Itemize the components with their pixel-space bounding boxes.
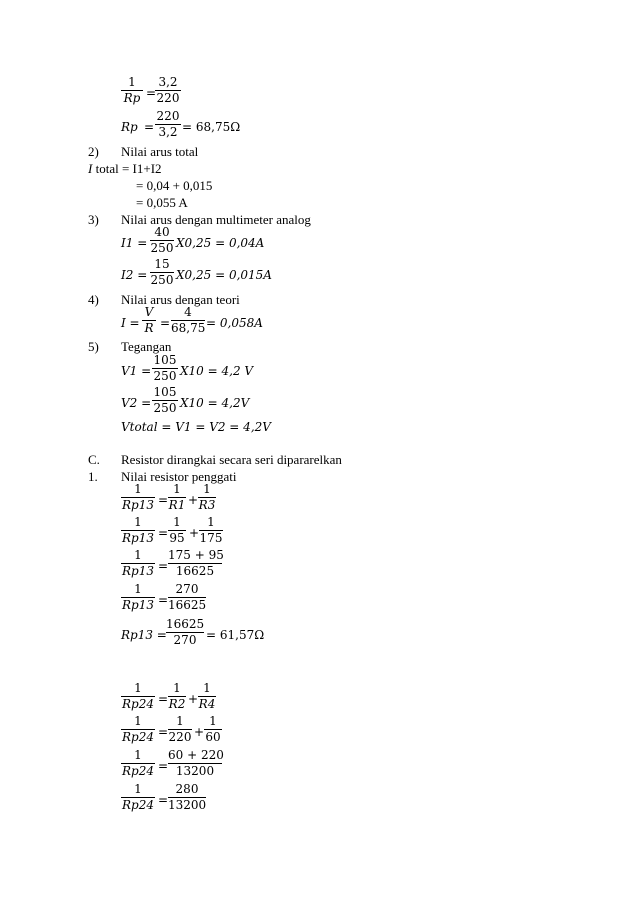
denominator: 250 — [153, 369, 177, 383]
numerator: 105 — [153, 385, 177, 399]
numerator: 1 — [128, 75, 136, 89]
fraction — [171, 305, 205, 336]
fraction — [204, 714, 222, 745]
section-heading: Resistor dirangkai secara seri dipararelkan — [121, 452, 342, 467]
equals-sign: = — [158, 725, 169, 739]
numerator: 1 — [134, 681, 142, 695]
equation-line: = 0,055 A — [136, 195, 188, 210]
denominator: 175 — [199, 531, 223, 545]
numerator: 4 — [184, 305, 192, 319]
numerator: 1 — [134, 482, 142, 496]
denominator: R4 — [198, 697, 216, 711]
section-number: C. — [88, 452, 100, 467]
equation-result: X0,25 = 0,04A — [176, 236, 265, 250]
plus-sign: + — [194, 725, 205, 739]
plus-sign: + — [189, 526, 200, 540]
fraction — [168, 714, 192, 745]
equation-lhs: V1 = — [121, 364, 152, 378]
equals-sign: = — [158, 793, 169, 807]
numerator: 15 — [154, 257, 170, 271]
list-heading: Nilai arus dengan multimeter analog — [121, 212, 311, 227]
fraction — [121, 681, 155, 712]
denominator: Rp13 — [122, 531, 154, 545]
denominator: Rp13 — [122, 498, 154, 512]
numerator: 1 — [173, 681, 181, 695]
denominator: 13200 — [175, 764, 215, 778]
denominator: 220 — [156, 91, 180, 105]
equation-lhs: I2 = — [121, 268, 148, 282]
fraction — [168, 582, 206, 613]
equation-lhs: V2 = — [121, 396, 152, 410]
plus-sign: + — [188, 692, 199, 706]
fraction — [155, 109, 181, 140]
fraction — [152, 385, 178, 416]
numerator: 1 — [203, 482, 211, 496]
equals-sign: = — [158, 593, 169, 607]
equals-sign: = — [146, 86, 157, 100]
denominator: 13200 — [168, 798, 207, 812]
denominator: 3,2 — [158, 125, 178, 139]
denominator: 270 — [173, 633, 197, 647]
numerator: 1 — [134, 748, 142, 762]
denominator: R1 — [168, 498, 186, 512]
fraction — [168, 548, 222, 579]
equals-sign: = — [158, 759, 169, 773]
numerator: 16625 — [166, 617, 205, 631]
numerator: 60 + 220 — [168, 748, 224, 762]
equation-lhs: Rp — [121, 120, 138, 134]
list-number: 4) — [88, 292, 99, 307]
equation-lhs: I1 = — [121, 236, 148, 250]
fraction — [168, 782, 206, 813]
equals-sign: = — [158, 526, 169, 540]
fraction — [150, 257, 174, 288]
equation-lhs: Rp13 = — [121, 628, 167, 642]
fraction — [121, 582, 155, 613]
equals-sign: = — [158, 559, 169, 573]
equation-line: = 0,04 + 0,015 — [136, 178, 213, 193]
numerator: 1 — [134, 782, 142, 796]
fraction — [121, 482, 155, 513]
list-number: 5) — [88, 339, 99, 354]
equation-result: X10 = 4,2V — [180, 396, 250, 410]
equals-sign: = — [158, 692, 169, 706]
numerator: 40 — [154, 225, 170, 239]
fraction — [150, 225, 174, 256]
numerator: 1 — [134, 548, 142, 562]
fraction — [121, 75, 143, 106]
fraction — [166, 617, 204, 648]
fraction — [121, 515, 155, 546]
fraction — [198, 482, 216, 513]
equation-line — [88, 161, 162, 177]
numerator: V — [144, 305, 154, 319]
numerator: 175 + 95 — [168, 548, 224, 562]
fraction — [121, 782, 155, 813]
fraction — [168, 681, 186, 712]
denominator: 250 — [153, 401, 177, 415]
denominator: R3 — [198, 498, 216, 512]
numerator: 1 — [134, 582, 142, 596]
plus-sign: + — [188, 493, 199, 507]
list-number: 2) — [88, 144, 99, 159]
fraction — [155, 75, 181, 106]
equation-result: X0,25 = 0,015A — [176, 268, 272, 282]
fraction — [168, 482, 186, 513]
list-number: 3) — [88, 212, 99, 227]
equals-sign: = — [160, 316, 171, 330]
denominator: Rp24 — [122, 798, 154, 812]
denominator: Rp24 — [122, 764, 154, 778]
denominator: 250 — [150, 241, 174, 255]
equation-lhs: I = — [121, 316, 140, 330]
list-heading: Tegangan — [121, 339, 172, 354]
fraction — [152, 353, 178, 384]
numerator: 3,2 — [158, 75, 178, 89]
fraction — [168, 515, 186, 546]
variable-i: I — [88, 161, 93, 176]
denominator: R — [144, 321, 154, 335]
denominator: R2 — [168, 697, 186, 711]
numerator: 1 — [207, 515, 215, 529]
list-number: 1. — [88, 469, 98, 484]
denominator: 60 — [205, 730, 221, 744]
equals-sign: = — [158, 493, 169, 507]
denominator: 250 — [150, 273, 174, 287]
numerator: 1 — [209, 714, 217, 728]
equation-result: = 61,57Ω — [206, 628, 265, 642]
equation-result: = 68,75Ω — [182, 120, 241, 134]
equation-result: X10 = 4,2 V — [180, 364, 254, 378]
fraction — [199, 515, 223, 546]
numerator: 1 — [134, 714, 142, 728]
fraction — [168, 748, 222, 779]
denominator: 220 — [168, 730, 192, 744]
denominator: Rp24 — [122, 730, 154, 744]
equation-line: Vtotal = V1 = V2 = 4,2V — [121, 420, 271, 434]
denominator: Rp13 — [122, 598, 154, 612]
list-heading: Nilai arus total — [121, 144, 199, 159]
denominator: Rp24 — [122, 697, 154, 711]
denominator: 68,75 — [171, 321, 206, 335]
denominator: 95 — [169, 531, 185, 545]
list-heading: Nilai arus dengan teori — [121, 292, 240, 307]
denominator: Rp — [123, 91, 141, 105]
numerator: 220 — [156, 109, 180, 123]
equation-text: total = I1+I2 — [92, 161, 162, 176]
fraction — [121, 548, 155, 579]
denominator: Rp13 — [122, 564, 154, 578]
fraction — [121, 714, 155, 745]
numerator: 270 — [175, 582, 199, 596]
numerator: 280 — [175, 782, 199, 796]
fraction — [198, 681, 216, 712]
numerator: 105 — [153, 353, 177, 367]
equals-sign: = — [144, 120, 155, 134]
equation-result: = 0,058A — [206, 316, 263, 330]
fraction — [142, 305, 156, 336]
list-heading: Nilai resistor penggati — [121, 469, 237, 484]
numerator: 1 — [134, 515, 142, 529]
denominator: 16625 — [168, 598, 207, 612]
numerator: 1 — [203, 681, 211, 695]
fraction — [121, 748, 155, 779]
denominator: 16625 — [175, 564, 215, 578]
numerator: 1 — [173, 482, 181, 496]
numerator: 1 — [176, 714, 184, 728]
numerator: 1 — [173, 515, 181, 529]
